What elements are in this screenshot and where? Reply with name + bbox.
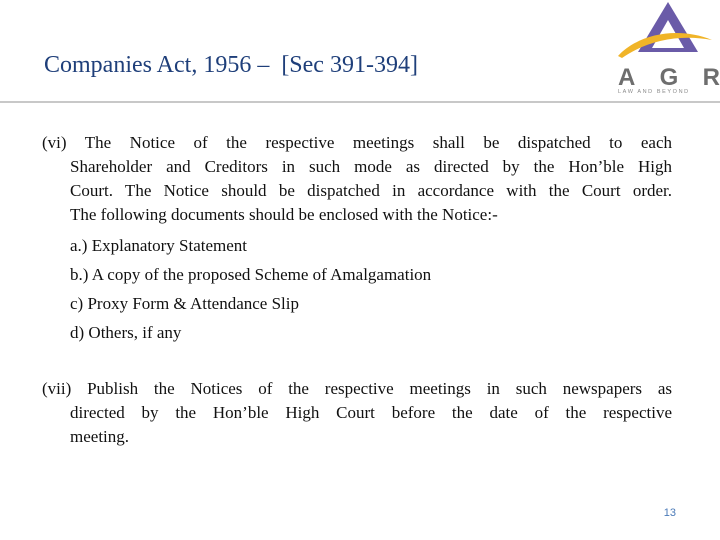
paragraph-vii-line-2: directed by the Hon’ble High Court before the date of the respective (70, 403, 672, 422)
logo-letter-r: R (702, 64, 720, 91)
list-item: a.) Explanatory Statement (70, 236, 248, 255)
logo-wordmark (618, 64, 720, 92)
paragraph-vi-line-2: Shareholder and Creditors in such mode as directed by the Hon’ble High (70, 157, 672, 176)
paragraph-vi-line-4: The following documents should be enclosed with the Notice:- (70, 205, 498, 224)
paragraph-vii-line-3: meeting. (70, 427, 130, 446)
agr-logo (608, 0, 720, 100)
header-divider (0, 101, 720, 103)
list-item: d) Others, if any (70, 323, 182, 342)
list-item: c) Proxy Form & Attendance Slip (70, 294, 300, 313)
slide-body (42, 131, 672, 449)
logo-emblem-icon (608, 0, 720, 70)
page-number: 13 (663, 507, 676, 519)
list-item: b.) A copy of the proposed Scheme of Amalgamation (70, 265, 432, 284)
enclosed-documents-list (70, 231, 672, 347)
slide-title: Companies Act, 1956 – [Sec 391-394] (44, 52, 418, 78)
logo-letter-g: G (659, 64, 679, 91)
paragraph-vii (42, 377, 672, 449)
paragraph-vii-line-1: (vii) Publish the Notices of the respective meetings in such newspapers as (42, 379, 672, 398)
paragraph-vi-line-3: Court. The Notice should be dispatched in accordance with the Court order. (70, 181, 672, 200)
paragraph-vi-line-1: (vi) The Notice of the respective meetings shall be dispatched to each (42, 133, 672, 152)
paragraph-vi (42, 131, 672, 347)
logo-letter-a: A (618, 64, 636, 91)
logo-tagline: LAW AND BEYOND (618, 89, 690, 95)
